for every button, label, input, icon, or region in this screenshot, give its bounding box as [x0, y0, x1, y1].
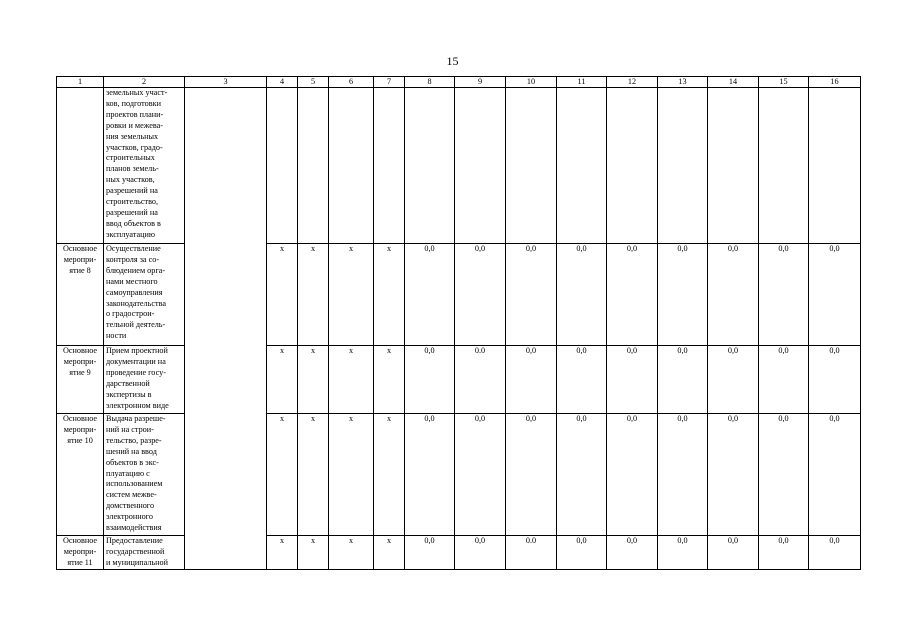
value-cell: 0,0: [658, 536, 708, 570]
measure-description-line: разрешений на: [106, 186, 158, 196]
value-cell: 0,0: [405, 346, 455, 414]
column-number-row: [57, 77, 861, 88]
value-cell: 0,0: [658, 346, 708, 414]
value-cell: 0,0: [759, 414, 809, 536]
value-cell: х: [267, 244, 298, 346]
column-number: 4: [267, 77, 298, 88]
value-cell: 0.0: [455, 346, 506, 414]
measure-description-line: ний на строи-: [106, 424, 154, 434]
measure-description-line: самоуправления: [106, 287, 163, 297]
measure-description-line: и муниципальной: [106, 557, 168, 567]
measure-name-cell: [57, 346, 104, 414]
measure-description-line: объектов в экс-: [106, 457, 159, 467]
value-cell: [759, 88, 809, 244]
value-cell: 0,0: [708, 414, 759, 536]
measure-description-line: участков, градо-: [106, 142, 163, 152]
measure-description-line: домственного: [106, 501, 155, 511]
measure-description-line: Предоставление: [106, 536, 163, 545]
measure-description-line: шений на ввод: [106, 446, 157, 456]
value-cell: 0.0: [506, 536, 557, 570]
measure-description-line: тельство, разре-: [106, 435, 162, 445]
value-cell: 0,0: [557, 346, 607, 414]
measure-description-line: документации на: [106, 356, 166, 366]
measure-name-line: меропри-: [63, 424, 97, 434]
value-cell: х: [329, 536, 374, 570]
value-cell: [557, 88, 607, 244]
value-cell: х: [298, 414, 329, 536]
measure-name-line: ятие 8: [69, 265, 91, 275]
measure-description-line: дарственной: [106, 378, 150, 388]
column-number: 9: [455, 77, 506, 88]
value-cell: 0,0: [455, 244, 506, 346]
value-cell: 0,0: [759, 346, 809, 414]
value-cell: [708, 88, 759, 244]
value-cell: [374, 88, 405, 244]
measure-description-line: ровки и межева-: [106, 120, 164, 130]
measure-description-cell: [104, 88, 185, 244]
column-number: 16: [809, 77, 861, 88]
measure-description-line: блюдением орга-: [106, 265, 166, 275]
measure-description-line: о градострои-: [106, 309, 155, 319]
column-number: 6: [329, 77, 374, 88]
measure-name-line: Основное: [62, 536, 98, 545]
measure-description-line: ввод объектов в: [106, 218, 161, 228]
value-cell: [809, 88, 861, 244]
value-cell: 0,0: [405, 414, 455, 536]
column-number: 5: [298, 77, 329, 88]
measure-description-line: земельных участ-: [106, 88, 168, 97]
measure-description-line: электронного: [106, 512, 153, 522]
value-cell: 0,0: [607, 536, 658, 570]
column-number: 15: [759, 77, 809, 88]
column-number: 2: [104, 77, 185, 88]
table-row: [57, 88, 861, 244]
measure-description-line: Осуществление: [106, 244, 161, 253]
measure-description-line: законодательства: [106, 298, 166, 308]
table-row: [57, 536, 861, 570]
column-3-merged-cell: [185, 88, 267, 570]
value-cell: х: [374, 244, 405, 346]
value-cell: х: [329, 346, 374, 414]
measure-description-line: тельной деятель-: [106, 320, 166, 330]
value-cell: 0,0: [557, 536, 607, 570]
value-cell: 0,0: [405, 244, 455, 346]
column-number: 13: [658, 77, 708, 88]
value-cell: х: [329, 414, 374, 536]
page-number: 15: [446, 54, 459, 68]
measure-name-line: меропри-: [63, 356, 97, 366]
measure-description-line: взаимодействия: [106, 523, 162, 533]
value-cell: [298, 88, 329, 244]
column-number: 12: [607, 77, 658, 88]
column-number: 8: [405, 77, 455, 88]
measure-description-line: Выдача разреше-: [106, 414, 166, 423]
measure-description-line: строительство,: [106, 197, 159, 207]
value-cell: [506, 88, 557, 244]
measure-description-line: строительных: [106, 153, 155, 163]
measure-name-line: Основное: [62, 346, 98, 355]
measure-description-line: государственной: [106, 546, 165, 556]
value-cell: 0,0: [809, 244, 861, 346]
measure-description-cell: [104, 536, 185, 570]
value-cell: х: [374, 536, 405, 570]
measure-description-cell: [104, 346, 185, 414]
value-cell: [455, 88, 506, 244]
measure-name-line: меропри-: [63, 546, 97, 556]
value-cell: х: [267, 346, 298, 414]
table-row: [57, 414, 861, 536]
measure-name-line: ятие 9: [69, 367, 91, 377]
measure-description-line: ков, подготовки: [106, 98, 161, 108]
measure-name-line: ятие 10: [67, 435, 93, 445]
value-cell: х: [329, 244, 374, 346]
value-cell: 0,0: [607, 414, 658, 536]
measure-description-line: планов земель-: [106, 164, 159, 174]
value-cell: 0,0: [455, 414, 506, 536]
measure-description-line: проведение госу-: [106, 367, 166, 377]
value-cell: [329, 88, 374, 244]
measure-name-line: ятие 11: [67, 557, 93, 567]
value-cell: х: [298, 536, 329, 570]
measure-description-line: разрешений на: [106, 207, 158, 217]
measure-description-line: нами местного: [106, 276, 158, 286]
value-cell: 0,0: [557, 414, 607, 536]
measure-description-line: экспертизы в: [106, 389, 152, 399]
value-cell: 0,0: [708, 244, 759, 346]
budget-table: [56, 76, 861, 570]
column-number: 14: [708, 77, 759, 88]
value-cell: [607, 88, 658, 244]
value-cell: 0,0: [506, 244, 557, 346]
measure-description-cell: [104, 414, 185, 536]
value-cell: х: [374, 414, 405, 536]
value-cell: х: [298, 244, 329, 346]
value-cell: 0,0: [455, 536, 506, 570]
measure-name-cell: [57, 88, 104, 244]
value-cell: 0,0: [809, 346, 861, 414]
value-cell: х: [267, 414, 298, 536]
column-number: 7: [374, 77, 405, 88]
measure-description-line: ния земельных: [106, 131, 159, 141]
value-cell: 0,0: [759, 536, 809, 570]
measure-description-line: использованием: [106, 479, 163, 489]
measure-name-line: Основное: [62, 244, 98, 253]
measure-description-line: систем межве-: [106, 490, 157, 500]
column-number: 3: [185, 77, 267, 88]
table-row: [57, 346, 861, 414]
measure-name-line: Основное: [62, 414, 98, 423]
measure-description-line: ности: [106, 331, 127, 341]
value-cell: 0,0: [809, 414, 861, 536]
measure-name-cell: [57, 536, 104, 570]
value-cell: 0,0: [759, 244, 809, 346]
value-cell: х: [374, 346, 405, 414]
column-number: 1: [57, 77, 104, 88]
measure-description-line: проектов плани-: [106, 109, 164, 119]
measure-description-line: Прием проектной: [106, 346, 168, 355]
value-cell: [658, 88, 708, 244]
measure-description-line: эксплуатацию: [106, 229, 155, 239]
column-number: 11: [557, 77, 607, 88]
value-cell: [267, 88, 298, 244]
value-cell: х: [267, 536, 298, 570]
measure-description-line: ных участков,: [106, 175, 155, 185]
value-cell: 0,0: [607, 346, 658, 414]
measure-description-line: электронном виде: [106, 400, 169, 410]
measure-name-line: меропри-: [63, 254, 97, 264]
value-cell: [405, 88, 455, 244]
value-cell: 0,0: [506, 414, 557, 536]
value-cell: 0,0: [405, 536, 455, 570]
value-cell: 0,0: [809, 536, 861, 570]
column-number: 10: [506, 77, 557, 88]
measure-description-cell: [104, 244, 185, 346]
value-cell: 0,0: [708, 346, 759, 414]
value-cell: х: [298, 346, 329, 414]
value-cell: 0,0: [557, 244, 607, 346]
value-cell: 0,0: [506, 346, 557, 414]
measure-name-cell: [57, 244, 104, 346]
value-cell: 0,0: [708, 536, 759, 570]
measure-description-line: плуатацию с: [106, 468, 150, 478]
value-cell: 0,0: [658, 244, 708, 346]
measure-description-line: контроля за со-: [106, 254, 160, 264]
value-cell: 0,0: [607, 244, 658, 346]
table-row: [57, 244, 861, 346]
measure-name-cell: [57, 414, 104, 536]
value-cell: 0,0: [658, 414, 708, 536]
